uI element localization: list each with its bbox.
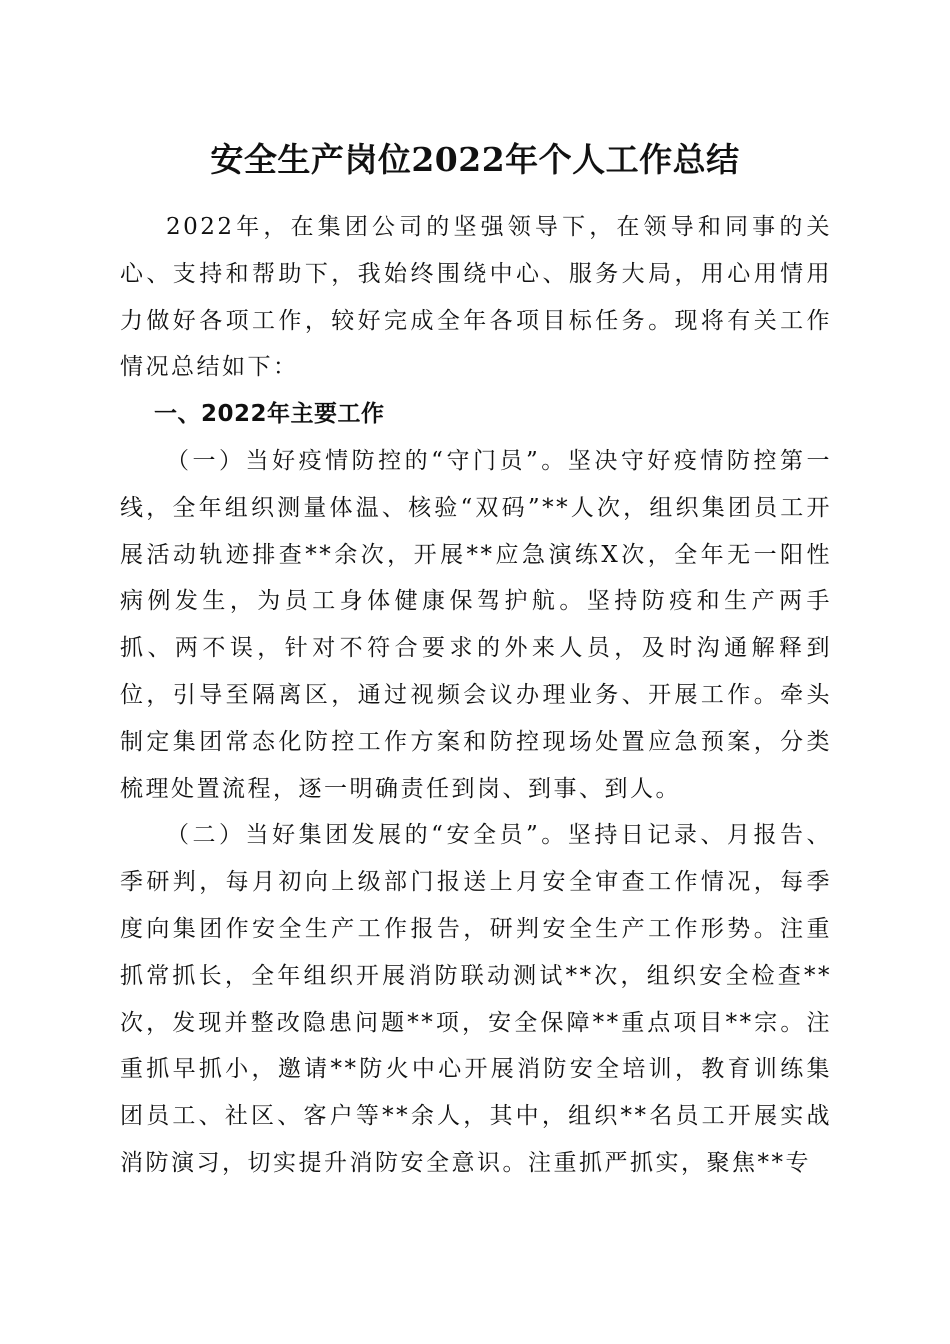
document-body: [120, 204, 832, 1187]
document-title: 安全生产岗位2022年个人工作总结: [210, 140, 740, 179]
paragraph-epidemic-prevention: （一）当好疫情防控的“守门员”。坚决守好疫情防控第一线，全年组织测量体温、核验“双码”**人次，组织集团员工开展活动轨迹排查**余次，开展**应急演练X次，全年无一阳性病例发生，为员工身体健康保驾护航。坚持防疫和生产两手抓、两不误，针对不符合要求的外来人员，及时沟通解释到位，引导至隔离区，通过视频会议办理业务、开展工作。牵头制定集团常态化防控工作方案和防控现场处置应急预案，分类梳理处置流程，逐一明确责任到岗、到事、到人。: [120, 447, 832, 802]
section-heading-main-work: 一、2022年主要工作: [154, 401, 385, 428]
paragraph-safety-officer: （二）当好集团发展的“安全员”。坚持日记录、月报告、季研判，每月初向上级部门报送上月安全审查工作情况，每季度向集团作安全生产工作报告，研判安全生产工作形势。注重抓常抓长，全年组织开展消防联动测试**次，组织安全检查**次，发现并整改隐患问题**项，安全保障**重点项目**宗。注重抓早抓小，邀请**防火中心开展消防安全培训，教育训练集团员工、社区、客户等**余人，其中，组织**名员工开展实战消防演习，切实提升消防安全意识。注重抓严抓实，聚焦**专: [120, 822, 832, 1176]
intro-paragraph: 2022年，在集团公司的坚强领导下，在领导和同事的关心、支持和帮助下，我始终围绕中心、服务大局，用心用情用力做好各项工作，较好完成全年各项目标任务。现将有关工作情况总结如下：: [120, 214, 832, 381]
